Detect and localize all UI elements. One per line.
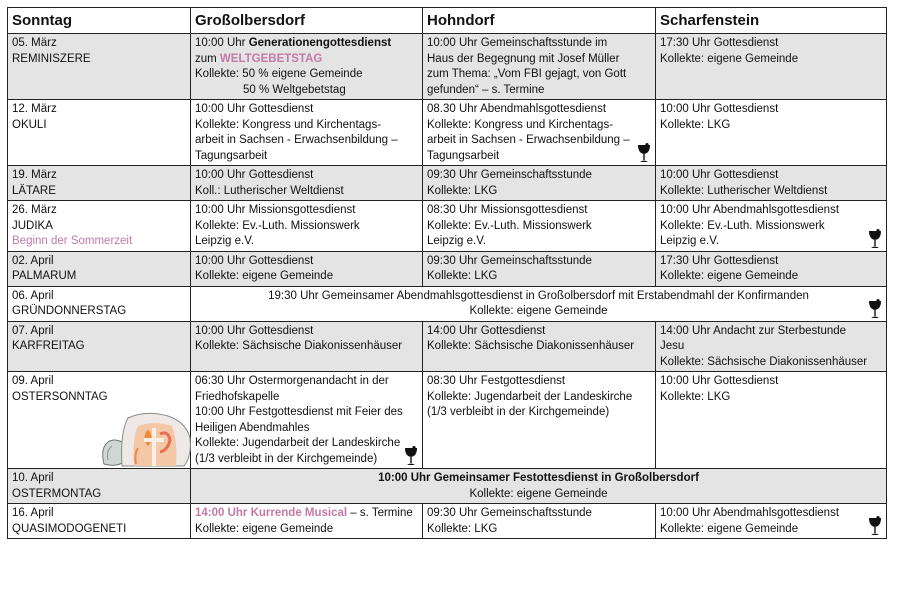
entry-text: 09:30 Uhr Gemeinschaftsstunde [427, 507, 592, 519]
chalice-icon [868, 516, 882, 536]
hohndorf-cell [423, 251, 656, 286]
sunday-date: 06. April [12, 289, 54, 302]
entry-text: arbeit in Sachsen - Erwachsenbildung – [195, 134, 398, 146]
entry-text: Leipzig e.V. [660, 235, 720, 247]
entry-text: Haus der Begegnung mit Josef Müller [427, 52, 620, 65]
entry-text: 08:30 Uhr Missionsgottesdienst [427, 204, 588, 216]
header-hohndorf: Hohndorf [423, 8, 656, 34]
entry-text: 10:00 Uhr Abendmahlsgottesdienst [660, 507, 840, 519]
entry-text: Kollekte: 50 % eigene Gemeinde [195, 68, 363, 80]
entry-text: 10:00 Uhr Gottesdienst [195, 169, 314, 181]
header-grossolbersdorf: Großolbersdorf [191, 8, 423, 34]
entry-text-bold: 10:00 Uhr Gemeinsamer Festottesdienst in Großolbersdorf [378, 472, 699, 484]
sunday-cell [8, 201, 191, 252]
hohndorf-cell [423, 34, 656, 100]
chalice-icon [637, 143, 651, 163]
entry-text-bold: Generationengottesdienst [248, 37, 392, 49]
table-row [8, 100, 887, 166]
sunday-date: 02. April [12, 254, 54, 267]
sunday-cell [8, 34, 191, 100]
chalice-icon [868, 299, 882, 319]
sunday-date: 12. März [12, 103, 57, 115]
highlight-text: 14:00 Uhr Kurrende Musical [195, 507, 348, 519]
entry-text: (1/3 verbleibt in der Kirchgemeinde) [195, 452, 378, 465]
entry-text: Heiligen Abendmahles [195, 421, 310, 434]
table-row [8, 469, 887, 504]
grossolbersdorf-cell [191, 504, 423, 539]
entry-text: 09:30 Uhr Gemeinschaftsstunde [427, 254, 592, 267]
chalice-icon [868, 229, 882, 249]
entry-text: Kollekte: eigene Gemeinde [660, 52, 799, 65]
entry-text: 10:00 Uhr Gottesdienst [195, 254, 314, 267]
sunday-name: OSTERSONNTAG [12, 390, 108, 403]
scharfenstein-cell [656, 504, 887, 539]
entry-text: 10:00 Uhr Gottesdienst [660, 375, 779, 387]
sunday-name: GRÜNDONNERSTAG [12, 305, 127, 317]
table-row [8, 372, 887, 469]
entry-text: arbeit in Sachsen - Erwachsenbildung – [427, 134, 630, 146]
entry-text: 10:00 Uhr Gottesdienst [195, 103, 314, 115]
entry-text: – s. Termine [347, 507, 413, 519]
sunday-name: LÄTARE [12, 184, 56, 197]
hohndorf-cell [423, 100, 656, 166]
entry-text: Koll.: Lutherischer Weltdienst [195, 184, 344, 197]
grossolbersdorf-cell [191, 251, 423, 286]
grossolbersdorf-cell [191, 34, 423, 100]
entry-text: Kollekte: Ev.-Luth. Missionswerk [427, 219, 592, 232]
hohndorf-cell [423, 166, 656, 201]
entry-text: Kollekte: Ev.-Luth. Missionswerk [195, 219, 360, 232]
entry-text: Kollekte: Sächsische Diakonissenhäuser [660, 355, 868, 368]
sunday-date: 26. März [12, 204, 57, 216]
entry-text: Kollekte: Sächsische Diakonissenhäuser [427, 340, 635, 352]
entry-text: (1/3 verbleibt in der Kirchgemeinde) [427, 406, 610, 418]
entry-text: 10:00 Uhr Abendmahlsgottesdienst [660, 204, 840, 216]
sunday-cell [8, 372, 191, 469]
entry-text: 10:00 Uhr Missionsgottesdienst [195, 204, 356, 216]
sunday-name: PALMARUM [12, 270, 77, 282]
entry-text: 17:30 Uhr Gottesdienst [660, 37, 779, 49]
scharfenstein-cell [656, 166, 887, 201]
entry-text: 10:00 Uhr Festgottesdienst mit Feier des [195, 406, 403, 418]
entry-text: Kollekte: Jugendarbeit der Landeskirche [195, 437, 401, 449]
table-row [8, 201, 887, 252]
entry-text: Kollekte: eigene Gemeinde [469, 305, 608, 317]
entry-text: Leipzig e.V. [195, 235, 255, 247]
scharfenstein-cell [656, 251, 887, 286]
entry-text: gefunden“ – s. Termine [427, 83, 545, 96]
entry-text: 10:00 Uhr [195, 37, 249, 49]
table-row [8, 286, 887, 321]
sunday-date: 05. März [12, 37, 57, 49]
table-row [8, 321, 887, 372]
table-row [8, 504, 887, 539]
entry-text: Tagungsarbeit [427, 149, 500, 162]
sunday-name: QUASIMODOGENETI [12, 522, 127, 535]
entry-text: Kollekte: LKG [660, 118, 731, 131]
scharfenstein-cell [656, 34, 887, 100]
entry-text: 14:00 Uhr Andacht zur Sterbestunde [660, 324, 847, 337]
sunday-cell [8, 251, 191, 286]
header-sonntag: Sonntag [8, 8, 191, 34]
grossolbersdorf-cell [191, 166, 423, 201]
hohndorf-cell [423, 372, 656, 469]
easter-candle-illustration [98, 408, 196, 470]
highlight-text: WELTGEBETSTAG [219, 52, 323, 65]
scharfenstein-cell [656, 321, 887, 372]
sunday-cell [8, 100, 191, 166]
entry-text: Tagungsarbeit [195, 149, 268, 162]
sunday-cell [8, 166, 191, 201]
entry-text: Kollekte: Lutherischer Weltdienst [660, 184, 828, 197]
entry-text: 10:00 Uhr Gottesdienst [195, 324, 314, 337]
scharfenstein-cell [656, 201, 887, 252]
sunday-date: 09. April [12, 375, 54, 387]
entry-text: Kollekte: eigene Gemeinde [195, 522, 334, 535]
sunday-name: KARFREITAG [12, 340, 85, 352]
entry-text: 19:30 Uhr Gemeinsamer Abendmahlsgottesdienst in Großolbersdorf mit Erstabendmahl der Konfirmanden [268, 289, 809, 302]
sunday-cell [8, 286, 191, 321]
sunday-name: OSTERMONTAG [12, 487, 102, 500]
entry-text: Kollekte: LKG [660, 390, 731, 403]
entry-text: Kollekte: eigene Gemeinde [660, 270, 799, 282]
chalice-icon [404, 446, 418, 466]
sunday-date: 07. April [12, 324, 54, 337]
entry-text: Kollekte: Ev.-Luth. Missionswerk [660, 219, 825, 232]
entry-text: Kollekte: LKG [427, 184, 498, 197]
sunday-name: JUDIKA [12, 219, 53, 232]
table-row [8, 34, 887, 100]
grossolbersdorf-cell [191, 372, 423, 469]
grossolbersdorf-cell [191, 201, 423, 252]
entry-text: Kollekte: eigene Gemeinde [469, 487, 608, 500]
entry-text: Kollekte: eigene Gemeinde [195, 270, 334, 282]
sunday-cell [8, 469, 191, 504]
entry-text: Kollekte: eigene Gemeinde [660, 522, 799, 535]
grossolbersdorf-cell [191, 100, 423, 166]
scharfenstein-cell [656, 100, 887, 166]
sunday-date: 10. April [12, 472, 54, 484]
entry-text: Kollekte: Kongress und Kirchentags- [195, 118, 382, 131]
entry-text: 50 % Weltgebetstag [243, 83, 346, 96]
entry-text: 10:00 Uhr Gemeinschaftsstunde im [427, 37, 608, 49]
grossolbersdorf-cell [191, 321, 423, 372]
entry-text: Kollekte: LKG [427, 522, 498, 535]
joint-service-cell [191, 469, 887, 504]
scharfenstein-cell [656, 372, 887, 469]
sunday-date: 19. März [12, 169, 57, 181]
header-row [8, 8, 887, 34]
worship-schedule-table [7, 7, 887, 539]
entry-text: 14:00 Uhr Gottesdienst [427, 324, 546, 337]
entry-text: Kollekte: LKG [427, 270, 498, 282]
entry-text: 08:30 Uhr Festgottesdienst [427, 375, 566, 387]
sunday-cell [8, 504, 191, 539]
entry-text: 06:30 Uhr Ostermorgenandacht in der [195, 375, 389, 387]
entry-text: Leipzig e.V. [427, 235, 487, 247]
table-row [8, 251, 887, 286]
entry-text: 10:00 Uhr Gottesdienst [660, 169, 779, 181]
table-row [8, 166, 887, 201]
entry-text: Kollekte: Kongress und Kirchentags- [427, 118, 614, 131]
entry-text: Kollekte: Sächsische Diakonissenhäuser [195, 340, 403, 352]
entry-text: zum [195, 52, 220, 65]
entry-text: zum Thema: „Vom FBI gejagt, von Gott [427, 68, 627, 80]
hohndorf-cell [423, 504, 656, 539]
entry-text: Kollekte: Jugendarbeit der Landeskirche [427, 390, 633, 403]
entry-text: 10:00 Uhr Gottesdienst [660, 103, 779, 115]
entry-text: Jesu [660, 340, 685, 352]
entry-text: 08.30 Uhr Abendmahlsgottesdienst [427, 103, 607, 115]
entry-text: Friedhofskapelle [195, 390, 280, 403]
entry-text: 17:30 Uhr Gottesdienst [660, 254, 779, 267]
sunday-note: Beginn der Sommerzeit [12, 235, 133, 247]
sunday-name: OKULI [12, 118, 47, 131]
header-scharfenstein: Scharfenstein [656, 8, 887, 34]
hohndorf-cell [423, 201, 656, 252]
sunday-name: REMINISZERE [12, 52, 91, 65]
entry-text: 09:30 Uhr Gemeinschaftsstunde [427, 169, 592, 181]
sunday-cell [8, 321, 191, 372]
joint-service-cell [191, 286, 887, 321]
hohndorf-cell [423, 321, 656, 372]
sunday-date: 16. April [12, 507, 54, 519]
